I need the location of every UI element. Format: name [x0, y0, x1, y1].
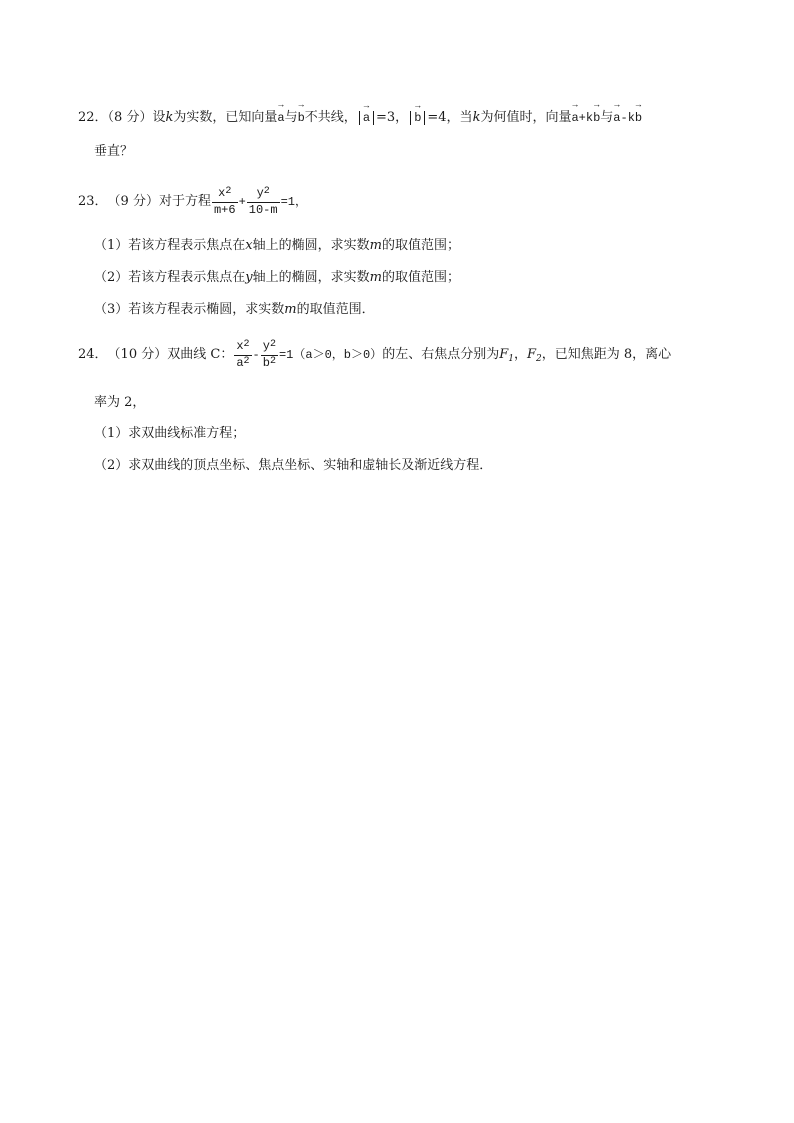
vector-a: → a [571, 100, 579, 125]
vector-arrow-icon: → [298, 100, 304, 110]
fraction-y2-over-10m: $\frac{y^2}{10-m}$ [248, 186, 278, 217]
q22-number: 22． [78, 110, 108, 125]
vector-arrow-icon: → [415, 101, 421, 111]
vector-b: → b [593, 100, 601, 125]
q22-line-1 [78, 100, 643, 126]
q22-text: 设 [152, 110, 166, 125]
q22-text: 与 [284, 110, 298, 125]
q22-points: （8 分） [107, 110, 153, 125]
q22-text: =4，当 [427, 110, 473, 125]
vector-arrow-icon: → [593, 100, 600, 110]
q24-points: （10 分） [107, 347, 168, 362]
q23-part-1: （1）若该方程表示焦点在x轴上的椭圆，求实数m的取值范围； [94, 238, 460, 253]
var-y: y [245, 270, 253, 285]
vector-a: → a [613, 100, 621, 125]
q23-line-1 [78, 182, 307, 222]
vector-arrow-icon: → [635, 100, 642, 110]
equals-one: =1， [280, 195, 307, 209]
q24-part-1: （1）求双曲线标准方程； [94, 426, 246, 441]
plus-sign: + [238, 195, 246, 209]
abs-vector-a: → a [359, 111, 374, 125]
fraction-x2-over-m6: $\frac{x^2}{m+6}$ [213, 186, 236, 217]
q24-part-2: （2）求双曲线的顶点坐标、焦点坐标、实轴和虚轴长及渐近线方程． [94, 458, 493, 473]
var-x: x [245, 238, 253, 253]
q22-text: 不共线， [304, 110, 357, 125]
vector-a: → a [277, 100, 285, 125]
var-m: m [369, 238, 382, 253]
minus-k: -k [620, 111, 635, 125]
vector-arrow-icon: → [363, 101, 370, 111]
q23-part-2: （2）若该方程表示焦点在y轴上的椭圆，求实数m的取值范围； [94, 270, 460, 285]
vector-arrow-icon: → [572, 100, 578, 110]
vector-arrow-icon: → [614, 100, 620, 110]
focus-f1: $F_1$ [499, 346, 514, 364]
focus-f2: $F_2$ [526, 346, 542, 364]
q24-text: ，已知焦距为 8，离心 [541, 347, 672, 362]
fraction-y2-over-b2: $\frac{y^2}{b^2}$ [262, 338, 276, 370]
q23-number: 23． [78, 194, 108, 209]
vector-b: → b [634, 100, 643, 125]
var-k: k [165, 110, 174, 125]
q24-number: 24． [78, 347, 108, 362]
plus-k: +k [578, 111, 594, 125]
q24-line-2 [94, 395, 145, 411]
minus-sign: - [252, 348, 260, 362]
q22-text: 与 [600, 110, 614, 125]
q24-text: 双曲线 C： [167, 347, 234, 362]
var-m: m [369, 270, 382, 285]
q23-points: （9 分） [107, 194, 159, 209]
q24-line-1: 24． （10 分） 双曲线 C： $\frac{x^2}{a^2}$ - $\frac{y^2}{b^2}$ =1（a＞0，b＞0） 的左、右焦点分别为 $F_1$ ， $F_2$ ，已知焦距为 8，离心 [78, 338, 672, 370]
q24-text: 率为 2， [94, 395, 146, 410]
q22-text: 垂直？ [94, 144, 134, 159]
fraction-x2-over-a2: $\frac{x^2}{a^2}$ [236, 338, 250, 370]
q22-text: 为何值时，向量 [480, 110, 572, 125]
q22-line-2 [94, 144, 133, 160]
q24-text: 的左、右焦点分别为 [382, 347, 500, 362]
q23-part-3: （3）若该方程表示椭圆，求实数m的取值范围． [94, 302, 375, 317]
var-k: k [472, 110, 481, 125]
var-m: m [284, 302, 297, 317]
q22-text: 为实数，已知向量 [173, 110, 278, 125]
q22-text: =3， [376, 110, 409, 125]
vector-arrow-icon: → [278, 100, 284, 110]
vector-b: → b [297, 100, 305, 125]
abs-vector-b: → b [410, 111, 425, 125]
q23-text: 对于方程 [158, 194, 211, 209]
condition: =1（a＞0，b＞0） [278, 348, 383, 362]
